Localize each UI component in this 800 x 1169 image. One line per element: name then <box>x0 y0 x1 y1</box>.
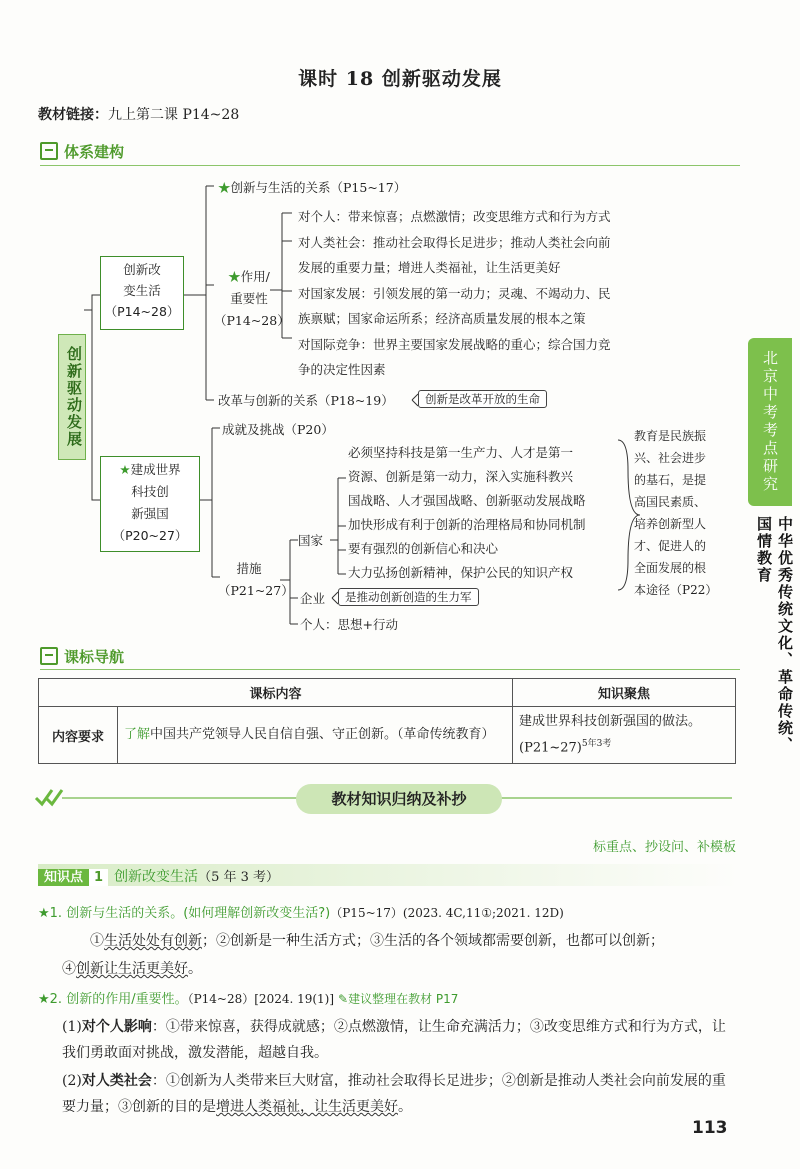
section-system-heading: 体系建构 <box>40 141 124 162</box>
map-b1-relation: ★创新与生活的关系（P15~17） <box>218 180 407 195</box>
section-divider <box>40 669 740 670</box>
banner-hint: 标重点、抄设问、补模板 <box>592 840 736 855</box>
question-1-answer-2: ④创新让生活更美好。 <box>62 961 202 977</box>
question-2-part-1: (1)对个人影响：①带来惊喜，获得成就感；②点燃激情，让生命充满活力；③改变思维方式和行为方式，让我们勇敢面对挑战，激发潜能，超越自我。 <box>62 1019 726 1061</box>
page-number: 113 <box>692 1118 728 1138</box>
map-individual: 个人：思想+行动 <box>300 617 398 632</box>
section-banner: 教材知识归纳及补抄 <box>296 784 502 814</box>
table-row-label: 内容要求 <box>39 707 118 764</box>
standard-table <box>38 678 736 764</box>
star-icon: ★ <box>228 269 241 284</box>
map-country-note: 教育是民族振 兴、社会进步 的基石，是提 高国民素质、 培养创新型人 才、促进人的 全面发展的根 本途径（P22） <box>634 429 718 597</box>
map-roles-list: 对个人：带来惊喜；点燃激情；改变思维方式和行为方式 对人类社会：推动社会取得长足进步；推动人类社会向前 发展的重要力量；增进人类福祉，让生活更美好 对国家发展：引领发展的第一动力；灵魂、不竭动力、民 族禀赋；国家命运所系；经济高质量发展的根本之策 对国际竞争：世界主要国家发展战略的重心；综合国力竞 争的决定性因素 <box>298 209 611 377</box>
map-branch-tech-power: ★建成世界 科技创 新强国 （P20~27） <box>100 456 200 552</box>
map-b2-challenge: 成就及挑战（P20） <box>222 422 334 437</box>
map-enterprise: 企业 <box>300 591 326 606</box>
pencil-note-icon <box>40 647 58 665</box>
question-2-part-2: (2)对人类社会：①创新为人类带来巨大财富，推动社会取得长足进步；②创新是推动人类社会向前发展的重要力量；③创新的目的是增进人类福祉，让生活更美好。 <box>62 1073 726 1115</box>
map-branch-innovation-life: 创新改 变生活 （P14~28） <box>100 256 184 330</box>
star-icon: ★ <box>119 462 131 477</box>
side-tab[interactable]: 北京中考考点研究 <box>748 338 792 506</box>
map-root-node: 创新驱动发展 <box>58 334 86 460</box>
star-icon: ★ <box>218 180 231 195</box>
map-enterprise-note: 是推动创新创造的生力军 <box>338 588 479 606</box>
table-requirement: 了解中国共产党领导人民自信自强、守正创新。（革命传统教育） <box>118 707 513 764</box>
page-title: 课时 18 创新驱动发展 <box>298 68 502 90</box>
question-2-heading: ★2. 创新的作用/重要性。（P14~28）[2024. 19(1)] ✎建议整理在教材 P17 <box>38 992 459 1007</box>
question-1-heading: ★1. 创新与生活的关系。(如何理解创新改变生活?)（P15~17）(2023. 4C,11①;2021. 12D) <box>38 906 564 921</box>
map-country: 国家 <box>298 533 324 548</box>
map-reform-note: 创新是改革开放的生命 <box>418 390 547 408</box>
knowledge-point-heading: 知识点 1 创新改变生活（5 年 3 考） <box>38 866 279 886</box>
map-b2-measures: 措施 （P21~27） <box>218 561 294 598</box>
map-country-list: 必须坚持科技是第一生产力、人才是第一 资源、创新是第一动力，深入实施科教兴 国战略、人才强国战略、创新驱动发展战略 加快形成有利于创新的治理格局和协同机制 要有强烈的创新信心和决心 大力弘扬创新精神，保护公民的知识产权 <box>348 445 586 580</box>
table-header-focus: 知识聚焦 <box>513 679 736 707</box>
textbook-link: 教材链接：九上第二课 P14~28 <box>38 107 240 123</box>
question-1-answer: ①生活处处有创新；②创新是一种生活方式；③生活的各个领域都需要创新，也都可以创新； <box>90 933 664 949</box>
section-standard-heading: 课标导航 <box>40 646 124 667</box>
map-b1-role: ★作用/ 重要性 （P14~28） <box>214 269 290 328</box>
table-focus: 建成世界科技创新强国的做法。(P21~27)$^{5年3考}$ <box>513 707 736 764</box>
pencil-icon: ✎ <box>338 992 349 1006</box>
map-b1-reform: 改革与创新的关系（P18~19） <box>218 393 394 408</box>
side-category-text: 中华优秀传统文化、革命传统、国情教育 <box>755 516 794 754</box>
table-header-content: 课标内容 <box>39 679 513 707</box>
